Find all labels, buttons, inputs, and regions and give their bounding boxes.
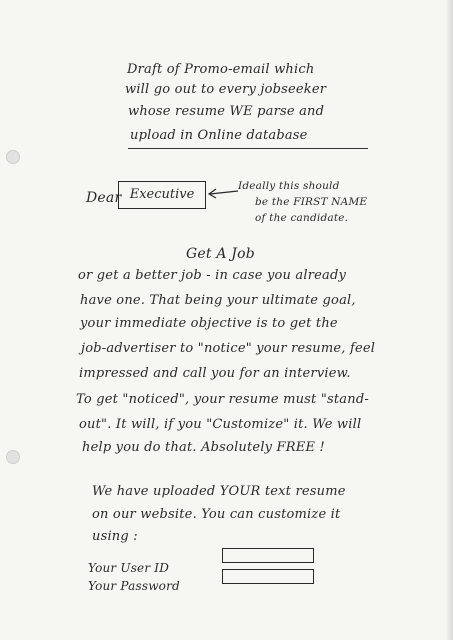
draft-line: Draft of Promo-email which: [127, 62, 315, 77]
body-line: your immediate objective is to get the: [80, 316, 338, 331]
punch-hole: [6, 450, 20, 464]
arrow-left-icon: [206, 185, 240, 199]
body-line: To get "noticed", your resume must "stand-: [76, 392, 369, 407]
annotation-line: of the candidate.: [255, 212, 349, 224]
punch-hole: [6, 150, 20, 164]
draft-line: upload in Online database: [130, 128, 308, 143]
user-id-field[interactable]: [222, 548, 314, 563]
body-line: impressed and call you for an interview.: [79, 366, 351, 381]
body-line: job-advertiser to "notice" your resume, feel: [81, 341, 376, 356]
user-id-label: Your User ID: [88, 561, 170, 575]
password-label: Your Password: [88, 579, 180, 593]
body-heading: Get A Job: [186, 246, 255, 262]
annotation-line: Ideally this should: [238, 180, 340, 192]
body-line: have one. That being your ultimate goal,: [80, 293, 356, 308]
upload-line: We have uploaded YOUR text resume: [92, 484, 346, 499]
body-line: or get a better job - in case you already: [78, 268, 347, 283]
annotation-line: be the FIRST NAME: [255, 196, 368, 208]
upload-line: on our website. You can customize it: [92, 507, 341, 522]
draft-underline: [128, 148, 368, 149]
password-field[interactable]: [222, 569, 314, 584]
salutation-dear: Dear: [86, 190, 122, 206]
draft-line: will go out to every jobseeker: [125, 82, 327, 97]
name-placeholder: Executive: [129, 187, 195, 202]
body-line: out". It will, if you "Customize" it. We will: [79, 417, 362, 432]
upload-line: using :: [92, 529, 138, 544]
body-line: help you do that. Absolutely FREE !: [82, 440, 325, 455]
draft-line: whose resume WE parse and: [128, 104, 325, 119]
name-placeholder-box: [118, 181, 206, 209]
page-edge-shadow: [447, 0, 453, 640]
